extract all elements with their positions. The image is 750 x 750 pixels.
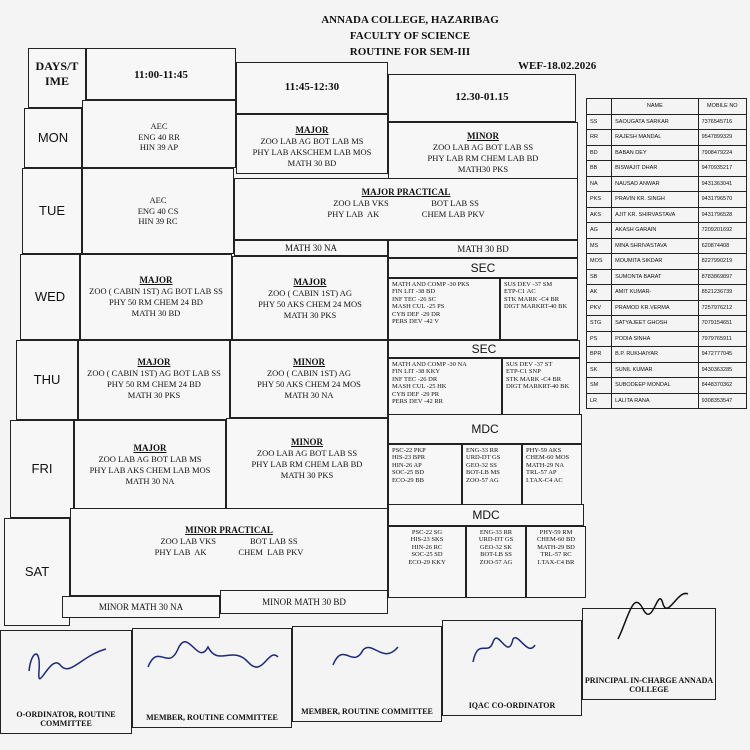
faculty-mobile: 7257976212 (698, 300, 746, 316)
sec-item: ETP-C1 AC (504, 288, 536, 296)
faculty-name: AMIT KUMAR- (612, 285, 698, 301)
wed-slot2 (232, 256, 388, 340)
thu-slot2 (230, 340, 388, 418)
signature-iqac (442, 620, 582, 716)
tue-math-slot2: MATH 30 NA (234, 240, 388, 256)
mdc-item: TRL-57 RC (540, 551, 572, 559)
faculty-row (587, 130, 747, 146)
slot3-header: 12.30-01.15 (388, 74, 576, 122)
faculty-row (587, 316, 747, 332)
faculty-row (587, 207, 747, 223)
wed-slot1-title: MAJOR (139, 275, 173, 285)
sec-item: FIN LIT -38 KKY (392, 368, 441, 376)
signature-scribble-1 (21, 641, 111, 681)
sec-item: SUS DEV -37 ST (506, 361, 553, 368)
fri-slot1 (74, 420, 226, 518)
fri-slot2-title: MINOR (291, 437, 323, 447)
mdc-item: ECO-29 BB (392, 476, 424, 484)
days-time-header: DAYS/T IME (28, 48, 86, 108)
mdc-item: PHY-59 AKS (526, 447, 562, 454)
fri-slot1-line: ZOO LAB AG BOT LAB MS (98, 454, 202, 465)
signature-principal (582, 608, 716, 700)
thu-slot2-line: ZOO ( CABIN 1ST) AG (266, 368, 352, 379)
faculty-mobile: 9472777045 (698, 347, 746, 363)
signature-label: MEMBER, ROUTINE COMMITTEE (146, 713, 278, 723)
thu-slot1 (78, 340, 230, 420)
faculty-code: RR (587, 130, 612, 146)
sat-practical-line: ZOO LAB VKS BOT LAB SS (160, 536, 298, 547)
faculty-mobile: 9547899329 (698, 130, 746, 146)
tue-practical-line: PHY LAB AK CHEM LAB PKV (327, 208, 485, 219)
sec-item: CYB DEF -29 PR (392, 390, 440, 398)
faculty-row (587, 393, 747, 409)
signature-member-2 (292, 626, 442, 722)
faculty-name: SUMONTA BARAT (612, 269, 698, 285)
faculty-mobile: 9431363041 (698, 176, 746, 192)
sec-item: STK MARK -C4 BR (506, 375, 562, 383)
faculty-name: SUNIL KUMAR (612, 362, 698, 378)
faculty-code: BB (587, 161, 612, 177)
tue-practical-title: MAJOR PRACTICAL (361, 187, 451, 197)
faculty-row (587, 269, 747, 285)
faculty-mobile: 8521236739 (698, 285, 746, 301)
faculty-code: AKS (587, 207, 612, 223)
faculty-name: RAJESH MANDAL (612, 130, 698, 146)
mon-slot2-line: ZOO LAB AG BOT LAB MS (260, 136, 364, 147)
faculty-name: BABAN DEY (612, 145, 698, 161)
sat-mdc-col-c (526, 526, 586, 598)
mdc-item: CHEM-60 MOS (526, 454, 570, 462)
sec-item: CYB DEF -29 DR (392, 310, 441, 318)
fri-slot1-line: MATH 30 NA (125, 475, 175, 486)
sec-item: INF TEC -26 SC (392, 295, 437, 303)
tue-slot1-line: ENG 40 CS (137, 205, 179, 216)
sec-item: ETP-C1 SNP (506, 368, 541, 376)
faculty-row (587, 145, 747, 161)
wed-slot1-line: ZOO ( CABIN 1ST) AG BOT LAB SS (89, 286, 223, 297)
sec-item: MATH AND COMP -30 PKS (392, 281, 470, 288)
thu-slot1-title: MAJOR (137, 357, 171, 367)
wed-slot1-line: PHY 50 RM CHEM 24 BD (109, 296, 203, 307)
faculty-mobile: 8783869897 (698, 269, 746, 285)
fri-mdc-title: MDC (388, 414, 582, 444)
slot1-header: 11:00-11:45 (86, 48, 236, 100)
mdc-item: BOT-LB SS (480, 551, 512, 559)
faculty-code: SM (587, 378, 612, 394)
wed-sec-title: SEC (388, 258, 578, 278)
faculty-code: BPR (587, 347, 612, 363)
mdc-item: HIS-23 SKS (410, 536, 444, 544)
faculty-code: PS (587, 331, 612, 347)
col-header: MOBILE NO (698, 99, 746, 115)
signature-scribble-3 (323, 635, 403, 675)
routine-title: ROUTINE FOR SEM-III (349, 46, 471, 58)
faculty-mobile: 7376545716 (698, 114, 746, 130)
mon-slot2-title: MAJOR (295, 125, 329, 135)
mon-slot3 (388, 122, 578, 180)
mon-slot3-line: PHY LAB RM CHEM LAB BD (427, 152, 539, 163)
signature-coordinator (0, 630, 132, 734)
faculty-code: SS (587, 114, 612, 130)
thu-slot1-line: MATH 30 PKS (127, 389, 181, 400)
faculty-row (587, 223, 747, 239)
faculty-mobile: 9308353547 (698, 393, 746, 409)
sec-item: INF TEC -26 DR (392, 375, 438, 383)
mdc-item: ENG-33 RR (466, 447, 499, 454)
faculty-row (587, 238, 747, 254)
tue-math-slot3: MATH 30 BD (388, 240, 578, 258)
faculty-mobile: 620874408 (698, 238, 746, 254)
wed-sec-right (500, 278, 578, 340)
mon-slot2-line: MATH 30 BD (287, 157, 337, 168)
faculty-code: STG (587, 316, 612, 332)
tue-slot1-line: HIN 39 RC (138, 216, 178, 227)
signature-scribble-5 (613, 579, 693, 649)
faculty-code: AK (587, 285, 612, 301)
day-wed: WED (20, 254, 80, 340)
mdc-item: ENG-33 RR (479, 529, 513, 536)
mdc-item: SOC-25 SD (411, 551, 443, 559)
faculty-row (587, 114, 747, 130)
faculty-row (587, 161, 747, 177)
day-mon: MON (24, 108, 82, 168)
faculty-row (587, 378, 747, 394)
faculty-title: FACULTY OF SCIENCE (349, 30, 471, 42)
sec-item: MASH CUL -25 PS (392, 303, 445, 311)
mon-slot1-line: ENG 40 RR (138, 131, 180, 142)
signature-label: PRINCIPAL IN-CHARGE ANNADA COLLEGE (584, 675, 714, 695)
mdc-item: ECO-29 KKY (408, 558, 446, 566)
mon-slot3-line: MATH30 PKS (457, 163, 509, 174)
mdc-item: GEO-32 SS (466, 461, 497, 469)
signature-label: O-ORDINATOR, ROUTINE COMMITTEE (16, 709, 116, 729)
thu-slot2-title: MINOR (293, 357, 325, 367)
mdc-item: URD-DT GS (478, 536, 514, 544)
sat-minor-math-slot2: MINOR MATH 30 BD (220, 590, 388, 614)
faculty-mobile: 9430363285 (698, 362, 746, 378)
faculty-name: MINA SHRIVASTAVA (612, 238, 698, 254)
day-sat: SAT (4, 518, 70, 626)
thu-sec-right (502, 358, 580, 418)
mdc-item: ZOO-57 AG (479, 558, 513, 566)
faculty-row (587, 192, 747, 208)
faculty-name: SAOUGATA SARKAR (612, 114, 698, 130)
sat-minor-practical (70, 508, 388, 596)
wed-slot1-line: MATH 30 BD (131, 307, 181, 318)
sec-item: PERS DEV -42 V (392, 318, 439, 326)
faculty-mobile: 8227990219 (698, 254, 746, 270)
fri-mdc-col-a (388, 444, 462, 508)
mdc-item: HIN-26 RC (411, 543, 443, 551)
tue-practical-line: ZOO LAB VKS BOT LAB SS (333, 198, 479, 209)
sec-item: MASH CUL -25 HK (392, 383, 447, 391)
thu-sec-title: SEC (388, 340, 580, 358)
mdc-item: MATH-29 NA (526, 461, 565, 469)
mon-slot3-title: MINOR (467, 131, 499, 141)
mdc-item: I.TAX-C4 AC (526, 476, 563, 484)
tue-major-practical (234, 178, 578, 240)
faculty-name: AJIT KR. SHIRVASTAVA (612, 207, 698, 223)
day-tue: TUE (22, 168, 82, 254)
fri-mdc-col-c (522, 444, 582, 508)
mdc-item: ZOO-57 AG (466, 476, 499, 484)
mdc-item: HIN-26 AP (392, 461, 422, 469)
faculty-name: MOUMITA SIKDAR (612, 254, 698, 270)
faculty-row (587, 362, 747, 378)
mdc-item: PHY-59 RM (539, 529, 573, 536)
fri-slot2-line: MATH 30 PKS (280, 469, 334, 480)
fri-slot1-title: MAJOR (133, 443, 167, 453)
faculty-name: SUBODEEP MONDAL (612, 378, 698, 394)
mdc-item: PSC-22 PKP (392, 447, 426, 454)
faculty-row (587, 331, 747, 347)
mdc-item: GEO-32 SK (480, 543, 512, 551)
thu-slot2-line: MATH 30 NA (284, 389, 334, 400)
col-header: NAME (612, 99, 698, 115)
sat-practical-line: PHY LAB AK CHEM LAB PKV (154, 546, 304, 557)
mon-slot1-line: HIN 39 AP (139, 142, 179, 153)
faculty-mobile: 9470935217 (698, 161, 746, 177)
sec-item: SUS DEV -37 SM (504, 281, 553, 288)
faculty-name: SATYAJEET GHOSH (612, 316, 698, 332)
day-thu: THU (16, 340, 78, 420)
faculty-code: PKS (587, 192, 612, 208)
tue-slot1-line: AEC (149, 195, 167, 205)
faculty-row (587, 300, 747, 316)
signature-scribble-4 (463, 627, 543, 671)
tue-slot1 (82, 168, 234, 254)
mon-slot2 (236, 114, 388, 174)
mdc-item: HIS-23 BPR (392, 454, 426, 462)
faculty-code: NA (587, 176, 612, 192)
faculty-row (587, 347, 747, 363)
signature-scribble-2 (143, 637, 283, 677)
faculty-name: PRAVIN KR. SINGH (612, 192, 698, 208)
slot2-header: 11:45-12:30 (236, 62, 388, 114)
mdc-item: CHEM-60 BD (536, 536, 576, 544)
mdc-item: TRL-57 AP (526, 469, 557, 477)
faculty-name: NAUSAD ANWAR (612, 176, 698, 192)
wed-slot2-line: ZOO ( CABIN 1ST) AG (267, 288, 353, 299)
faculty-name: PODIA SINHA (612, 331, 698, 347)
sat-mdc-col-a (388, 526, 466, 598)
mon-slot3-line: ZOO LAB AG BOT LAB SS (432, 142, 534, 153)
sec-item: MATH AND COMP -30 NA (392, 361, 467, 368)
faculty-code: BD (587, 145, 612, 161)
sat-minor-math-slot1: MINOR MATH 30 NA (62, 596, 220, 618)
wed-slot2-title: MAJOR (293, 277, 327, 287)
mdc-item: PSC-22 SG (411, 529, 443, 536)
faculty-code: MOS (587, 254, 612, 270)
thu-slot2-line: PHY 50 AKS CHEM 24 MOS (257, 378, 361, 389)
faculty-name: PRAMOD KR.VERMA (612, 300, 698, 316)
thu-slot1-line: PHY 50 RM CHEM 24 BD (107, 378, 201, 389)
faculty-mobile: 9431796528 (698, 207, 746, 223)
fri-slot2 (226, 418, 388, 512)
mon-slot1 (82, 100, 236, 168)
faculty-code: LR (587, 393, 612, 409)
signature-label: IQAC CO-ORDINATOR (468, 701, 556, 711)
faculty-name: LALITA RANA (612, 393, 698, 409)
faculty-mobile: 7908479224 (698, 145, 746, 161)
mdc-item: SOC-25 BD (392, 469, 424, 477)
signature-label: MEMBER, ROUTINE COMMITTEE (301, 707, 433, 717)
faculty-mobile: 7209201692 (698, 223, 746, 239)
faculty-table (586, 98, 747, 409)
mdc-item: MATH-29 BD (537, 543, 575, 551)
faculty-name: BISWAJIT DHAR (612, 161, 698, 177)
col-header (587, 99, 612, 115)
faculty-code: PKV (587, 300, 612, 316)
day-fri: FRI (10, 420, 74, 518)
fri-slot2-line: PHY LAB RM CHEM LAB BD (251, 458, 363, 469)
sec-item: STK MARK -C4 BR (504, 295, 560, 303)
faculty-code: AG (587, 223, 612, 239)
faculty-row (587, 254, 747, 270)
sec-item: DIGT MARKRT-40 BK (506, 383, 570, 391)
faculty-mobile: 9431796570 (698, 192, 746, 208)
faculty-name: AKASH GARAIN (612, 223, 698, 239)
mdc-item: BOT-LB MS (466, 469, 500, 477)
faculty-code: SB (587, 269, 612, 285)
faculty-name: B.P. RUKHAIYAR (612, 347, 698, 363)
sat-practical-title: MINOR PRACTICAL (185, 525, 273, 535)
sec-item: DIGT MARKRT-40 BK (504, 303, 568, 311)
mdc-item: I.TAX-C4 BR (537, 558, 575, 566)
signature-member-1 (132, 628, 292, 728)
faculty-mobile: 7079154651 (698, 316, 746, 332)
faculty-row (587, 176, 747, 192)
faculty-mobile: 8448370362 (698, 378, 746, 394)
sat-mdc-title: MDC (388, 504, 584, 526)
fri-mdc-col-b (462, 444, 522, 508)
wef-date: WEF-18.02.2026 (518, 60, 597, 72)
mon-slot1-line: AEC (150, 121, 168, 131)
mdc-item: URD-DT GS (466, 454, 501, 462)
college-name: ANNADA COLLEGE, HAZARIBAG (321, 14, 499, 26)
fri-slot2-line: ZOO LAB AG BOT LAB SS (256, 448, 358, 459)
wed-slot1 (80, 254, 232, 340)
faculty-row (587, 285, 747, 301)
wed-slot2-line: MATH 30 PKS (283, 309, 337, 320)
wed-sec-left (388, 278, 500, 340)
faculty-code: MS (587, 238, 612, 254)
sat-mdc-col-b (466, 526, 526, 598)
wed-slot2-line: PHY 50 AKS CHEM 24 MOS (258, 298, 362, 309)
mon-slot2-line: PHY LAB AKSCHEM LAB MOS (252, 146, 372, 157)
faculty-code: SK (587, 362, 612, 378)
faculty-table-header (587, 99, 747, 115)
sec-item: PERS DEV -42 RR (392, 398, 443, 406)
thu-sec-left (388, 358, 502, 418)
thu-slot1-line: ZOO ( CABIN 1ST) AG BOT LAB SS (87, 368, 221, 379)
sec-item: FIN LIT -38 BD (392, 288, 436, 296)
faculty-mobile: 7979765911 (698, 331, 746, 347)
fri-slot1-line: PHY LAB AKS CHEM LAB MOS (89, 464, 211, 475)
